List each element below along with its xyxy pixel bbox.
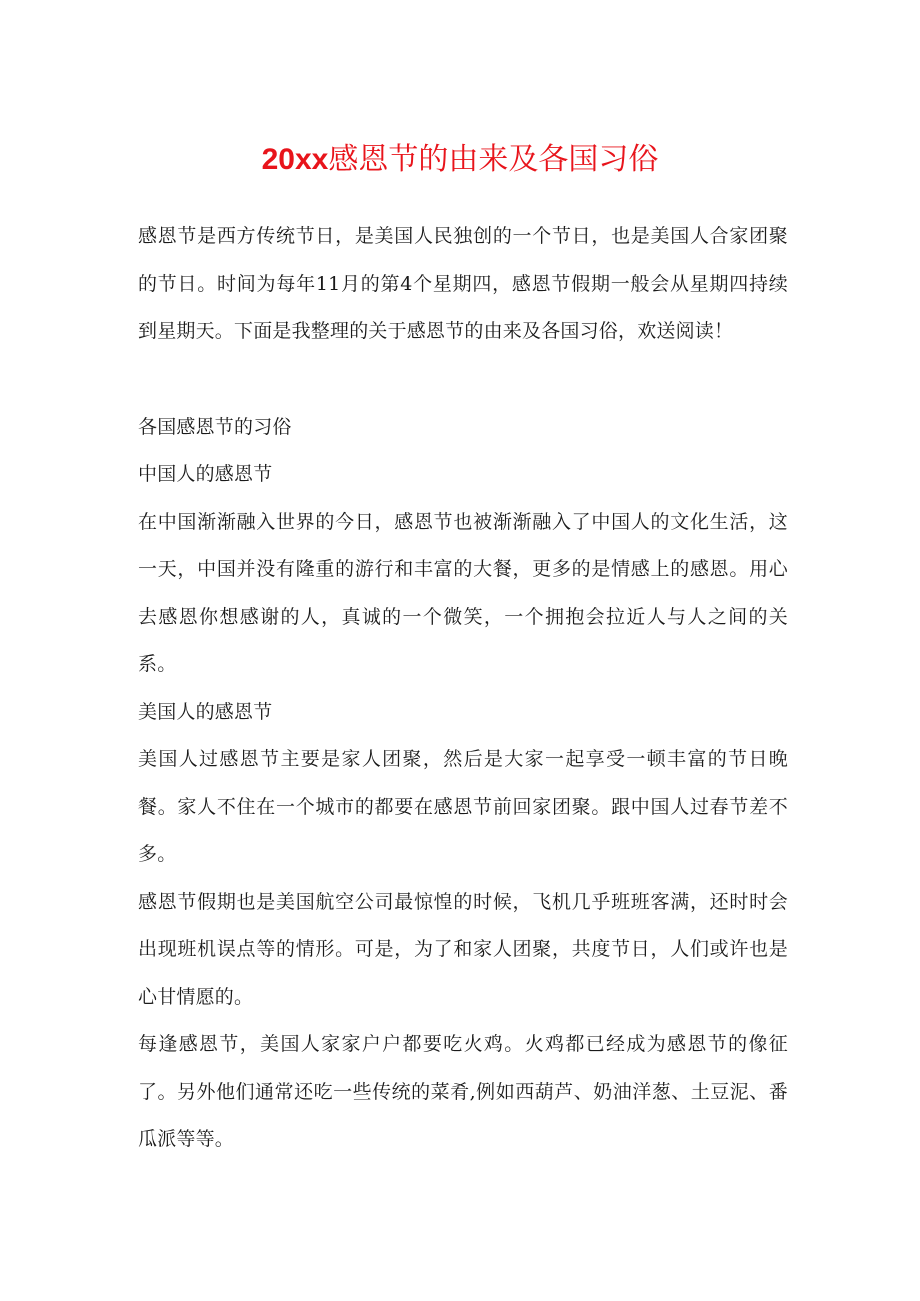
section-heading: 各国感恩节的习俗 xyxy=(138,415,292,438)
document-body xyxy=(138,213,788,1164)
china-paragraph: 在中国渐渐融入世界的今日，感恩节也被渐渐融入了中国人的文化生活，这一天，中国并没有隆重的游行和丰富的大餐，更多的是情感上的感恩。用心去感恩你想感谢的人，真诚的一个微笑，一个拥抱会拉近人与人之间的关系。 xyxy=(138,510,788,675)
usa-paragraph-3: 每逢感恩节，美国人家家户户都要吃火鸡。火鸡都已经成为感恩节的像征了。另外他们通常还吃一些传统的菜肴,例如西葫芦、奶油洋葱、土豆泥、番瓜派等等。 xyxy=(138,1033,788,1150)
usa-paragraph-2: 感恩节假期也是美国航空公司最惊惶的时候，飞机几乎班班客满，还时时会出现班机误点等的情形。可是，为了和家人团聚，共度节日，人们或许也是心甘情愿的。 xyxy=(138,890,788,1008)
china-heading: 中国人的感恩节 xyxy=(138,463,273,485)
usa-heading: 美国人的感恩节 xyxy=(138,700,273,723)
document-title xyxy=(0,138,920,182)
usa-paragraph-1: 美国人过感恩节主要是家人团聚，然后是大家一起享受一顿丰富的节日晚餐。家人不住在一个城市的都要在感恩节前回家团聚。跟中国人过春节差不多。 xyxy=(138,748,788,865)
title-text: 感恩节的由来及各国习俗 xyxy=(328,142,659,177)
paragraph-spacer xyxy=(138,356,788,404)
title-year: 20xx xyxy=(261,143,329,176)
intro-paragraph: 感恩节是西方传统节日，是美国人民独创的一个节日，也是美国人合家团聚的节日。时间为每年11月的第4个星期四，感恩节假期一般会从星期四持续到星期天。下面是我整理的关于感恩节的由来及各国习俗，欢送阅读！ xyxy=(138,225,788,342)
